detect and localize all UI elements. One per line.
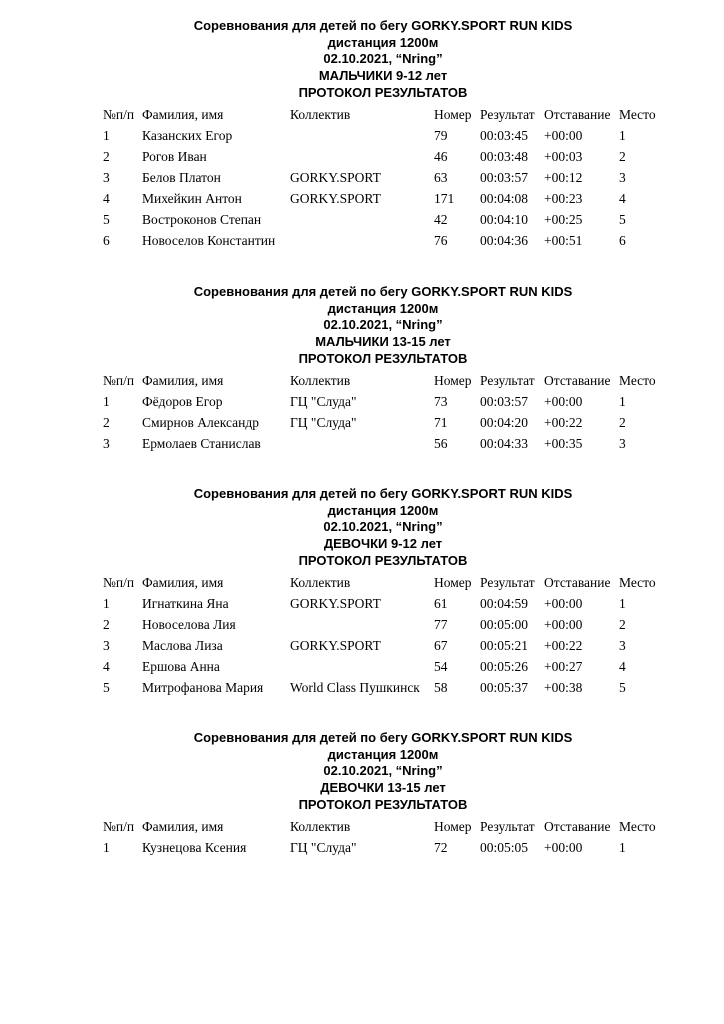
runner-result: 00:03:48 bbox=[480, 148, 529, 164]
runner-result: 00:04:10 bbox=[480, 211, 529, 227]
runner-gap: +00:00 bbox=[544, 839, 583, 855]
runner-result: 00:05:21 bbox=[480, 637, 529, 653]
runner-place: 1 bbox=[619, 839, 626, 855]
runner-bib: 63 bbox=[434, 169, 448, 185]
runner-result: 00:04:20 bbox=[480, 414, 529, 430]
runner-result: 00:05:00 bbox=[480, 616, 529, 632]
row-num: 4 bbox=[103, 190, 110, 206]
runner-gap: +00:00 bbox=[544, 595, 583, 611]
event-category: МАЛЬЧИКИ 13-15 лет bbox=[315, 334, 451, 350]
row-num: 2 bbox=[103, 616, 110, 632]
row-num: 2 bbox=[103, 148, 110, 164]
row-num: 5 bbox=[103, 211, 110, 227]
col-header-gap: Отставание bbox=[544, 372, 611, 388]
table-row bbox=[0, 635, 724, 656]
table-header-row bbox=[0, 572, 724, 593]
runner-name: Митрофанова Мария bbox=[142, 679, 264, 695]
row-num: 1 bbox=[103, 839, 110, 855]
col-header-result: Результат bbox=[480, 372, 535, 388]
runner-gap: +00:23 bbox=[544, 190, 583, 206]
protocol-heading: ПРОТОКОЛ РЕЗУЛЬТАТОВ bbox=[298, 796, 468, 812]
runner-place: 3 bbox=[619, 435, 626, 451]
runner-place: 2 bbox=[619, 616, 626, 632]
row-num: 2 bbox=[103, 414, 110, 430]
row-num: 3 bbox=[103, 169, 110, 185]
results-section-boys-13-15 bbox=[0, 284, 724, 454]
runner-team: ГЦ "Слуда" bbox=[290, 393, 357, 409]
runner-bib: 76 bbox=[434, 232, 448, 248]
event-title: Соревнования для детей по бегу GORKY.SPORT RUN KIDS bbox=[193, 730, 573, 745]
runner-gap: +00:00 bbox=[544, 393, 583, 409]
col-header-result: Результат bbox=[480, 106, 535, 122]
row-num: 3 bbox=[103, 435, 110, 451]
col-header-bib: Номер bbox=[434, 818, 472, 834]
table-row bbox=[0, 593, 724, 614]
runner-name: Казанских Егор bbox=[142, 127, 233, 143]
runner-result: 00:05:37 bbox=[480, 679, 529, 695]
row-num: 1 bbox=[103, 595, 110, 611]
runner-gap: +00:51 bbox=[544, 232, 583, 248]
event-distance: дистанция 1200м bbox=[327, 34, 439, 50]
table-row bbox=[0, 146, 724, 167]
row-num: 6 bbox=[103, 232, 110, 248]
runner-team: GORKY.SPORT bbox=[290, 169, 381, 185]
runner-name: Новоселова Лия bbox=[142, 616, 236, 632]
runner-gap: +00:00 bbox=[544, 127, 583, 143]
runner-gap: +00:22 bbox=[544, 637, 583, 653]
runner-place: 5 bbox=[619, 211, 626, 227]
results-table bbox=[0, 370, 724, 454]
runner-gap: +00:35 bbox=[544, 435, 583, 451]
runner-place: 6 bbox=[619, 232, 626, 248]
event-distance: дистанция 1200м bbox=[327, 502, 439, 518]
row-num: 5 bbox=[103, 679, 110, 695]
col-header-result: Результат bbox=[480, 574, 535, 590]
col-header-place: Место bbox=[619, 818, 656, 834]
row-num: 3 bbox=[103, 637, 110, 653]
runner-team: ГЦ "Слуда" bbox=[290, 839, 357, 855]
runner-result: 00:05:26 bbox=[480, 658, 529, 674]
col-header-name: Фамилия, имя bbox=[142, 106, 224, 122]
event-date: 02.10.2021, “Nring” bbox=[323, 51, 443, 67]
runner-place: 4 bbox=[619, 658, 626, 674]
table-row bbox=[0, 230, 724, 251]
runner-result: 00:04:36 bbox=[480, 232, 529, 248]
table-row bbox=[0, 656, 724, 677]
runner-place: 2 bbox=[619, 414, 626, 430]
runner-bib: 54 bbox=[434, 658, 448, 674]
table-row bbox=[0, 167, 724, 188]
runner-name: Михейкин Антон bbox=[142, 190, 242, 206]
col-header-gap: Отставание bbox=[544, 106, 611, 122]
runner-gap: +00:25 bbox=[544, 211, 583, 227]
results-section-boys-9-12 bbox=[0, 18, 724, 251]
runner-name: Белов Платон bbox=[142, 169, 221, 185]
runner-place: 1 bbox=[619, 393, 626, 409]
runner-bib: 72 bbox=[434, 839, 448, 855]
runner-result: 00:04:59 bbox=[480, 595, 529, 611]
table-row bbox=[0, 209, 724, 230]
runner-bib: 171 bbox=[434, 190, 455, 206]
runner-name: Игнаткина Яна bbox=[142, 595, 229, 611]
results-section-girls-13-15 bbox=[0, 730, 724, 858]
protocol-heading: ПРОТОКОЛ РЕЗУЛЬТАТОВ bbox=[298, 350, 468, 366]
event-title: Соревнования для детей по бегу GORKY.SPORT RUN KIDS bbox=[193, 284, 573, 299]
table-row bbox=[0, 433, 724, 454]
runner-result: 00:05:05 bbox=[480, 839, 529, 855]
runner-bib: 67 bbox=[434, 637, 448, 653]
table-row bbox=[0, 412, 724, 433]
runner-bib: 79 bbox=[434, 127, 448, 143]
runner-result: 00:03:45 bbox=[480, 127, 529, 143]
event-date: 02.10.2021, “Nring” bbox=[323, 763, 443, 779]
runner-bib: 56 bbox=[434, 435, 448, 451]
table-row bbox=[0, 837, 724, 858]
table-row bbox=[0, 391, 724, 412]
runner-gap: +00:00 bbox=[544, 616, 583, 632]
event-date: 02.10.2021, “Nring” bbox=[323, 519, 443, 535]
table-header-row bbox=[0, 104, 724, 125]
event-date: 02.10.2021, “Nring” bbox=[323, 317, 443, 333]
table-row bbox=[0, 677, 724, 698]
runner-name: Фёдоров Егор bbox=[142, 393, 223, 409]
results-table bbox=[0, 816, 724, 858]
runner-bib: 58 bbox=[434, 679, 448, 695]
runner-result: 00:03:57 bbox=[480, 169, 529, 185]
runner-name: Маслова Лиза bbox=[142, 637, 223, 653]
table-row bbox=[0, 188, 724, 209]
event-title: Соревнования для детей по бегу GORKY.SPORT RUN KIDS bbox=[193, 18, 573, 33]
runner-name: Смирнов Александр bbox=[142, 414, 259, 430]
runner-place: 3 bbox=[619, 637, 626, 653]
table-row bbox=[0, 614, 724, 635]
runner-result: 00:04:33 bbox=[480, 435, 529, 451]
col-header-name: Фамилия, имя bbox=[142, 574, 224, 590]
event-category: ДЕВОЧКИ 9-12 лет bbox=[323, 536, 443, 552]
runner-team: World Class Пушкинск bbox=[290, 679, 420, 695]
col-header-gap: Отставание bbox=[544, 818, 611, 834]
runner-result: 00:04:08 bbox=[480, 190, 529, 206]
table-row bbox=[0, 125, 724, 146]
results-table bbox=[0, 104, 724, 251]
event-distance: дистанция 1200м bbox=[327, 300, 439, 316]
col-header-place: Место bbox=[619, 372, 656, 388]
runner-gap: +00:03 bbox=[544, 148, 583, 164]
col-header-name: Фамилия, имя bbox=[142, 818, 224, 834]
runner-team: GORKY.SPORT bbox=[290, 595, 381, 611]
runner-team: ГЦ "Слуда" bbox=[290, 414, 357, 430]
col-header-num: №п/п bbox=[103, 372, 135, 388]
runner-gap: +00:22 bbox=[544, 414, 583, 430]
table-header-row bbox=[0, 816, 724, 837]
runner-name: Ершова Анна bbox=[142, 658, 220, 674]
runner-place: 4 bbox=[619, 190, 626, 206]
event-category: МАЛЬЧИКИ 9-12 лет bbox=[318, 68, 448, 84]
runner-team: GORKY.SPORT bbox=[290, 637, 381, 653]
runner-bib: 71 bbox=[434, 414, 448, 430]
col-header-team: Коллектив bbox=[290, 818, 351, 834]
col-header-bib: Номер bbox=[434, 574, 472, 590]
col-header-gap: Отставание bbox=[544, 574, 611, 590]
runner-name: Кузнецова Ксения bbox=[142, 839, 247, 855]
col-header-place: Место bbox=[619, 106, 656, 122]
runner-bib: 46 bbox=[434, 148, 448, 164]
runner-place: 3 bbox=[619, 169, 626, 185]
col-header-team: Коллектив bbox=[290, 372, 351, 388]
row-num: 1 bbox=[103, 127, 110, 143]
col-header-num: №п/п bbox=[103, 818, 135, 834]
row-num: 1 bbox=[103, 393, 110, 409]
runner-name: Ермолаев Станислав bbox=[142, 435, 261, 451]
col-header-bib: Номер bbox=[434, 372, 472, 388]
runner-team: GORKY.SPORT bbox=[290, 190, 381, 206]
runner-name: Востроконов Степан bbox=[142, 211, 262, 227]
col-header-team: Коллектив bbox=[290, 574, 351, 590]
col-header-result: Результат bbox=[480, 818, 535, 834]
protocol-heading: ПРОТОКОЛ РЕЗУЛЬТАТОВ bbox=[298, 552, 468, 568]
runner-name: Новоселов Константин bbox=[142, 232, 276, 248]
runner-bib: 42 bbox=[434, 211, 448, 227]
runner-bib: 77 bbox=[434, 616, 448, 632]
table-header-row bbox=[0, 370, 724, 391]
runner-gap: +00:38 bbox=[544, 679, 583, 695]
row-num: 4 bbox=[103, 658, 110, 674]
runner-place: 2 bbox=[619, 148, 626, 164]
runner-result: 00:03:57 bbox=[480, 393, 529, 409]
col-header-num: №п/п bbox=[103, 574, 135, 590]
event-distance: дистанция 1200м bbox=[327, 746, 439, 762]
event-title: Соревнования для детей по бегу GORKY.SPORT RUN KIDS bbox=[193, 486, 573, 501]
runner-bib: 73 bbox=[434, 393, 448, 409]
runner-place: 1 bbox=[619, 127, 626, 143]
results-section-girls-9-12 bbox=[0, 486, 724, 698]
col-header-name: Фамилия, имя bbox=[142, 372, 224, 388]
runner-bib: 61 bbox=[434, 595, 448, 611]
protocol-heading: ПРОТОКОЛ РЕЗУЛЬТАТОВ bbox=[298, 84, 468, 100]
col-header-team: Коллектив bbox=[290, 106, 351, 122]
runner-place: 5 bbox=[619, 679, 626, 695]
col-header-place: Место bbox=[619, 574, 656, 590]
runner-gap: +00:12 bbox=[544, 169, 583, 185]
col-header-num: №п/п bbox=[103, 106, 135, 122]
runner-place: 1 bbox=[619, 595, 626, 611]
runner-name: Рогов Иван bbox=[142, 148, 207, 164]
runner-gap: +00:27 bbox=[544, 658, 583, 674]
col-header-bib: Номер bbox=[434, 106, 472, 122]
results-table bbox=[0, 572, 724, 698]
event-category: ДЕВОЧКИ 13-15 лет bbox=[320, 780, 446, 796]
